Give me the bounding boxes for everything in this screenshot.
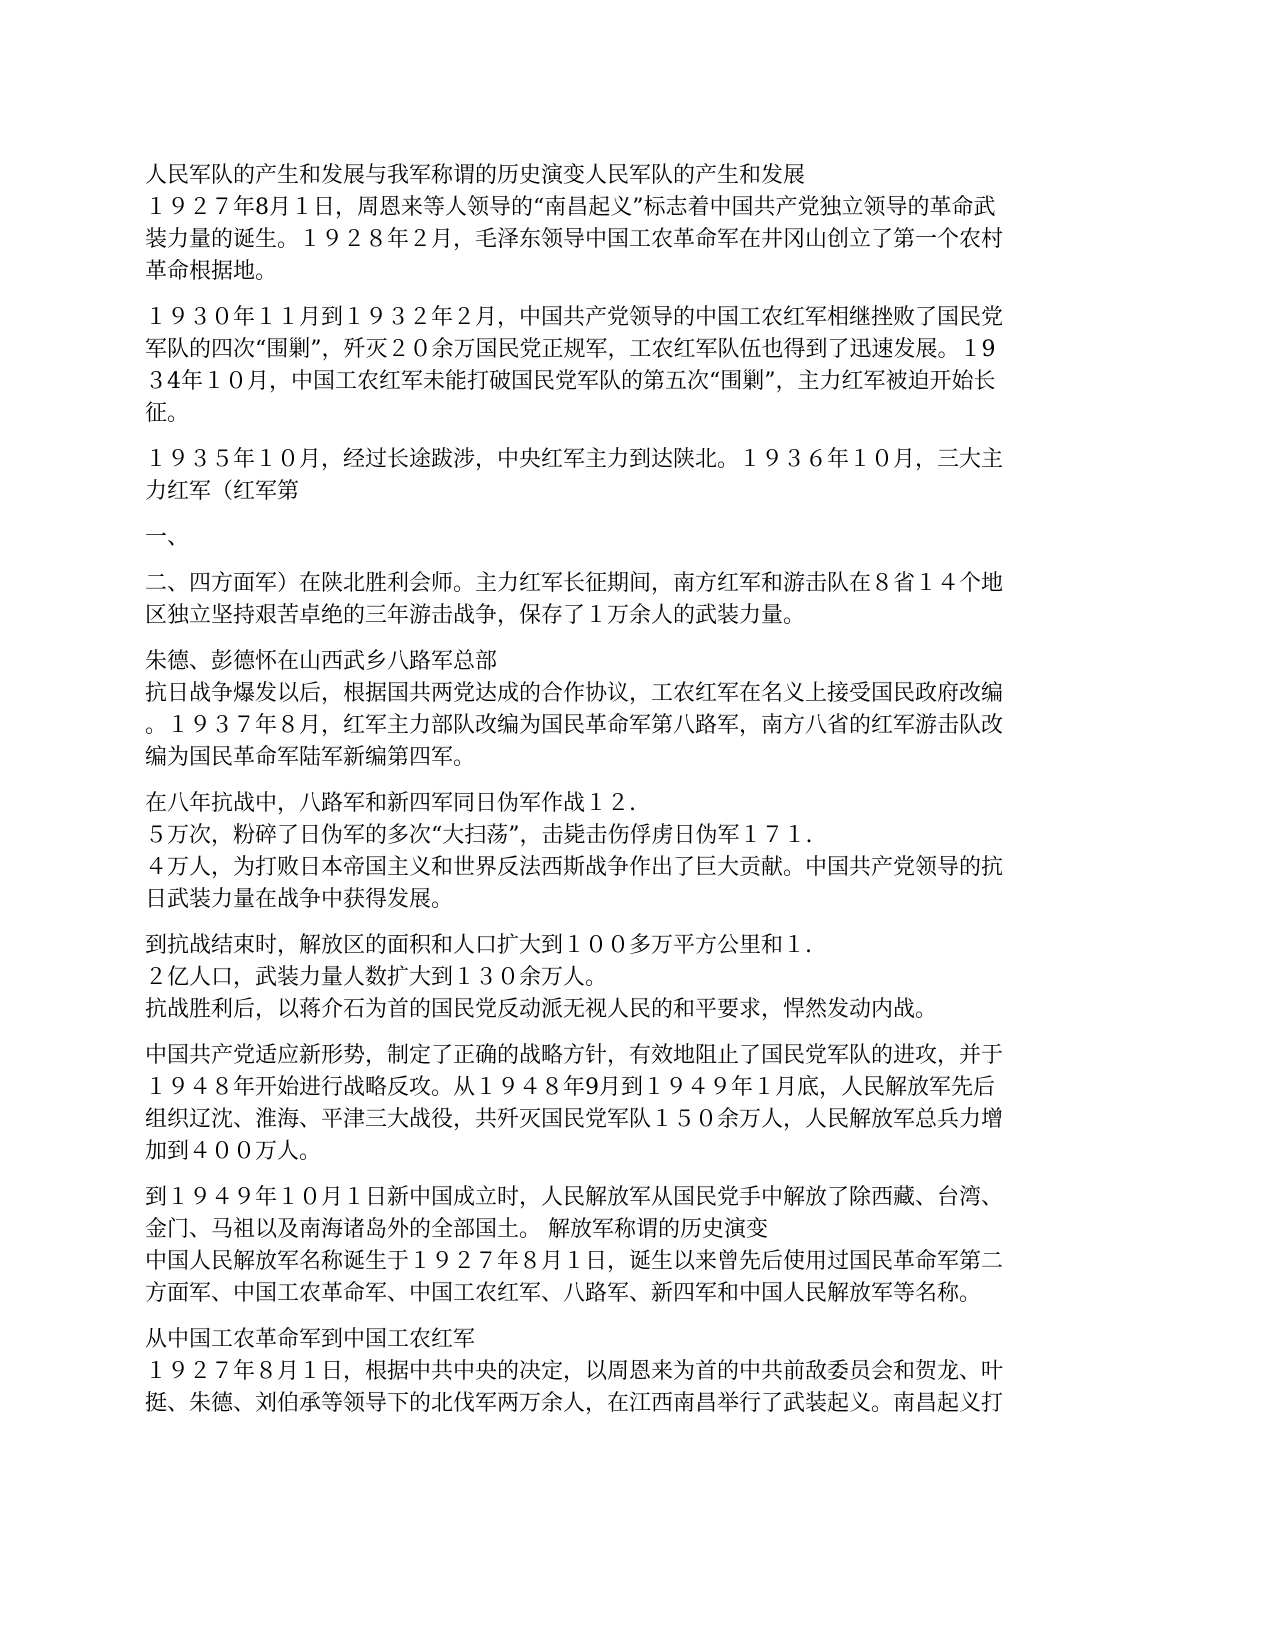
text-line: 抗战胜利后，以蒋介石为首的国民党反动派无视人民的和平要求，悍然发动内战。 [145,997,938,1022]
text-line: 。１９３７年８月，红军主力部队改编为国民革命军第八路军，南方八省的红军游击队改 [145,713,1004,738]
paragraph [145,1040,1080,1168]
text-line: 在八年抗战中，八路军和新四军同日伪军作战１２. [145,791,636,816]
paragraph [145,522,1080,554]
text-line: 编为国民革命军陆军新编第四军。 [145,745,476,770]
text-line: １９２７年８月１日，根据中共中央的决定，以周恩来为首的中共前敌委员会和贺龙、叶 [145,1359,1004,1384]
text-line: ５万次，粉碎了日伪军的多次“大扫荡”，击毙击伤俘虏日伪军１７１. [145,823,813,848]
text-line: 中国共产党适应新形势，制定了正确的战略方针，有效地阻止了国民党军队的进攻，并于 [145,1043,1004,1068]
text-line: 一、 [145,525,190,550]
text-line: １９３５年１０月，经过长途跋涉，中央红军主力到达陕北。１９３６年１０月，三大主 [145,447,1004,472]
paragraph [145,646,1080,774]
text-line: 加到４００万人。 [145,1139,322,1164]
text-line: 抗日战争爆发以后，根据国共两党达成的合作协议，工农红军在名义上接受国民政府改编 [145,681,1004,706]
paragraph [145,568,1080,632]
text-line: 金门、马祖以及南海诸岛外的全部国土。 解放军称谓的历史演变 [145,1217,768,1242]
text-line: 挺、朱德、刘伯承等领导下的北伐军两万余人，在江西南昌举行了武装起义。南昌起义打 [145,1391,1004,1416]
paragraph [145,444,1080,508]
text-line: 征。 [145,401,190,426]
text-line: 组织辽沈、淮海、平津三大战役，共歼灭国民党军队１５０余万人，人民解放军总兵力增 [145,1107,1004,1132]
paragraph [145,302,1080,430]
text-line: １９３０年１１月到１９３２年２月，中国共产党领导的中国工农红军相继挫败了国民党 [145,305,1004,330]
text-line: ４万人，为打败日本帝国主义和世界反法西斯战争作出了巨大贡献。中国共产党领导的抗 [145,855,1004,880]
text-line: 装力量的诞生。１９２８年２月，毛泽东领导中国工农革命军在井冈山创立了第一个农村 [145,227,1004,252]
text-line: 军队的四次“围剿”，歼灭２０余万国民党正规军，工农红军队伍也得到了迅速发展。１9 [145,337,996,362]
text-line: 区独立坚持艰苦卓绝的三年游击战争，保存了１万余人的武装力量。 [145,603,806,628]
text-line: 人民军队的产生和发展与我军称谓的历史演变人民军队的产生和发展 [145,163,806,188]
text-line: ３4年１０月，中国工农红军未能打破国民党军队的第五次“围剿”，主力红军被迫开始长 [145,369,996,394]
paragraph [145,930,1080,1026]
text-line: 朱德、彭德怀在山西武乡八路军总部 [145,649,498,674]
text-line: 方面军、中国工农革命军、中国工农红军、八路军、新四军和中国人民解放军等名称。 [145,1281,982,1306]
text-line: 力红军（红军第 [145,479,300,504]
document-page [145,160,1080,1434]
text-line: 革命根据地。 [145,259,278,284]
text-line: 二、四方面军）在陕北胜利会师。主力红军长征期间，南方红军和游击队在８省１４个地 [145,571,1004,596]
text-line: 从中国工农革命军到中国工农红军 [145,1327,476,1352]
text-line: １９２７年8月１日，周恩来等人领导的“南昌起义”标志着中国共产党独立领导的革命武 [145,195,996,220]
paragraph [145,1182,1080,1310]
text-line: 中国人民解放军名称诞生于１９２７年８月１日，诞生以来曾先后使用过国民革命军第二 [145,1249,1004,1274]
text-line: 日武装力量在战争中获得发展。 [145,887,454,912]
paragraph [145,788,1080,916]
text-line: 到１９４９年１０月１日新中国成立时，人民解放军从国民党手中解放了除西藏、台湾、 [145,1185,1004,1210]
text-line: 到抗战结束时，解放区的面积和人口扩大到１００多万平方公里和１. [145,933,812,958]
paragraph [145,160,1080,288]
text-line: ２亿人口，武装力量人数扩大到１３０余万人。 [145,965,608,990]
text-line: １９４８年开始进行战略反攻。从１９４８年9月到１９４９年１月底，人民解放军先后 [145,1075,995,1100]
paragraph [145,1324,1080,1420]
